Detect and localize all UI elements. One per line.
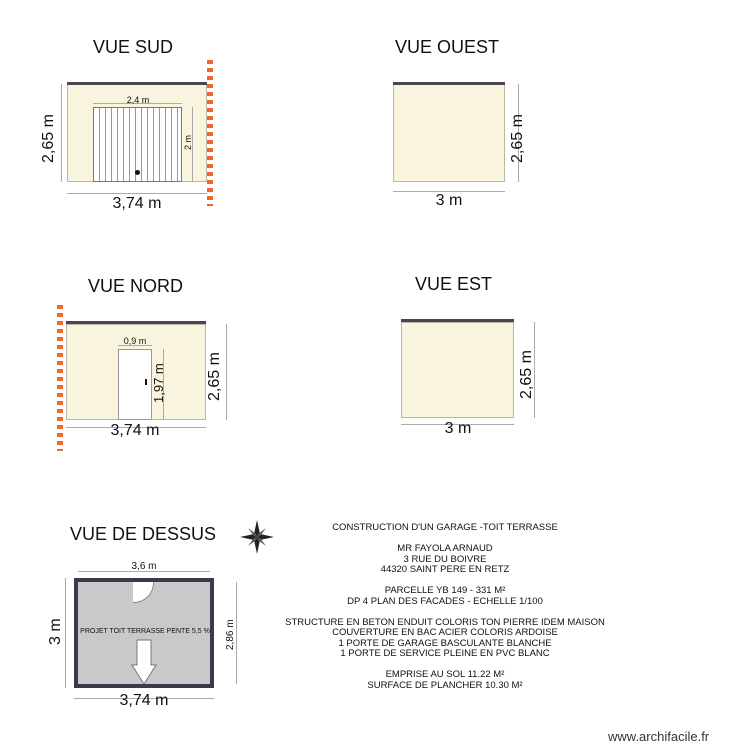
roof-edge-nord [66, 321, 206, 324]
info-line: STRUCTURE EN BETON ENDUIT COLORIS TON PIERRE IDEM MAISON [285, 616, 605, 628]
width-label-sud: 3,74 m [112, 195, 162, 212]
view-title-ouest: VUE OUEST [395, 37, 500, 57]
height-label-est: 2,65 m [518, 350, 535, 399]
info-line: 3 RUE DU BOIVRE [403, 553, 487, 565]
archifacile-watermark[interactable]: www.archifacile.fr [608, 729, 710, 744]
boundary-hatch-nord [57, 305, 63, 451]
project-info-block [280, 523, 610, 691]
outer-height-label-dessus: 3 m [47, 618, 64, 645]
door-height-label-nord: 1,97 m [151, 363, 166, 403]
door-height-label-sud: 2 m [183, 134, 193, 150]
view-title-sud: VUE SUD [93, 37, 174, 57]
dim-line-height-nord [226, 324, 227, 420]
outer-width-label-dessus: 3,74 m [119, 692, 169, 709]
door-width-label-nord: 0,9 m [123, 336, 147, 346]
width-label-est: 3 m [444, 420, 472, 437]
height-label-sud: 2,65 m [40, 114, 57, 163]
facade-ouest [393, 84, 505, 182]
info-line: PARCELLE YB 149 - 331 M² [384, 585, 506, 596]
view-title-est: VUE EST [415, 274, 493, 294]
roof-edge-est [401, 319, 514, 322]
info-line: DP 4 PLAN DES FACADES - ECHELLE 1/100 [347, 595, 543, 607]
door-width-label-sud: 2,4 m [126, 95, 150, 105]
info-line: CONSTRUCTION D'UN GARAGE -TOIT TERRASSE [332, 522, 558, 533]
height-label-nord: 2,65 m [206, 352, 223, 401]
dim-line-outer-height-dessus [65, 578, 66, 688]
height-label-ouest: 2,65 m [509, 114, 526, 163]
boundary-hatch-sud [207, 60, 213, 206]
inner-height-label-dessus: 2,86 m [225, 619, 236, 650]
view-title-dessus: VUE DE DESSUS [70, 524, 217, 544]
dim-line-inner-height-dessus [236, 582, 237, 684]
inner-width-label-dessus: 3,6 m [131, 561, 157, 572]
roof-edge-sud [67, 82, 207, 85]
service-door-handle-icon [145, 379, 147, 385]
info-line: COUVERTURE EN BAC ACIER COLORIS ARDOISE [332, 627, 558, 638]
view-title-nord: VUE NORD [88, 276, 184, 296]
roof-slope-note: PROJET TOIT TERRASSE PENTE 5,5 % [80, 628, 210, 635]
info-line: 1 PORTE DE SERVICE PLEINE EN PVC BLANC [340, 648, 550, 659]
info-line: SURFACE DE PLANCHER 10.30 M² [367, 679, 523, 691]
info-line [280, 607, 610, 618]
facade-est [401, 322, 514, 418]
dim-line-height-sud [61, 84, 62, 182]
info-line: 44320 SAINT PERE EN RETZ [380, 564, 510, 575]
roof-edge-ouest [393, 82, 505, 85]
dim-line-width-sud [67, 193, 207, 194]
info-line: MR FAYOLA ARNAUD [397, 543, 493, 554]
garage-door-handle-icon [135, 170, 140, 175]
info-line: EMPRISE AU SOL 11.22 M² [385, 669, 505, 680]
width-label-ouest: 3 m [435, 192, 463, 209]
info-line: 1 PORTE DE GARAGE BASCULANTE BLANCHE [338, 637, 552, 649]
width-label-nord: 3,74 m [110, 422, 160, 439]
